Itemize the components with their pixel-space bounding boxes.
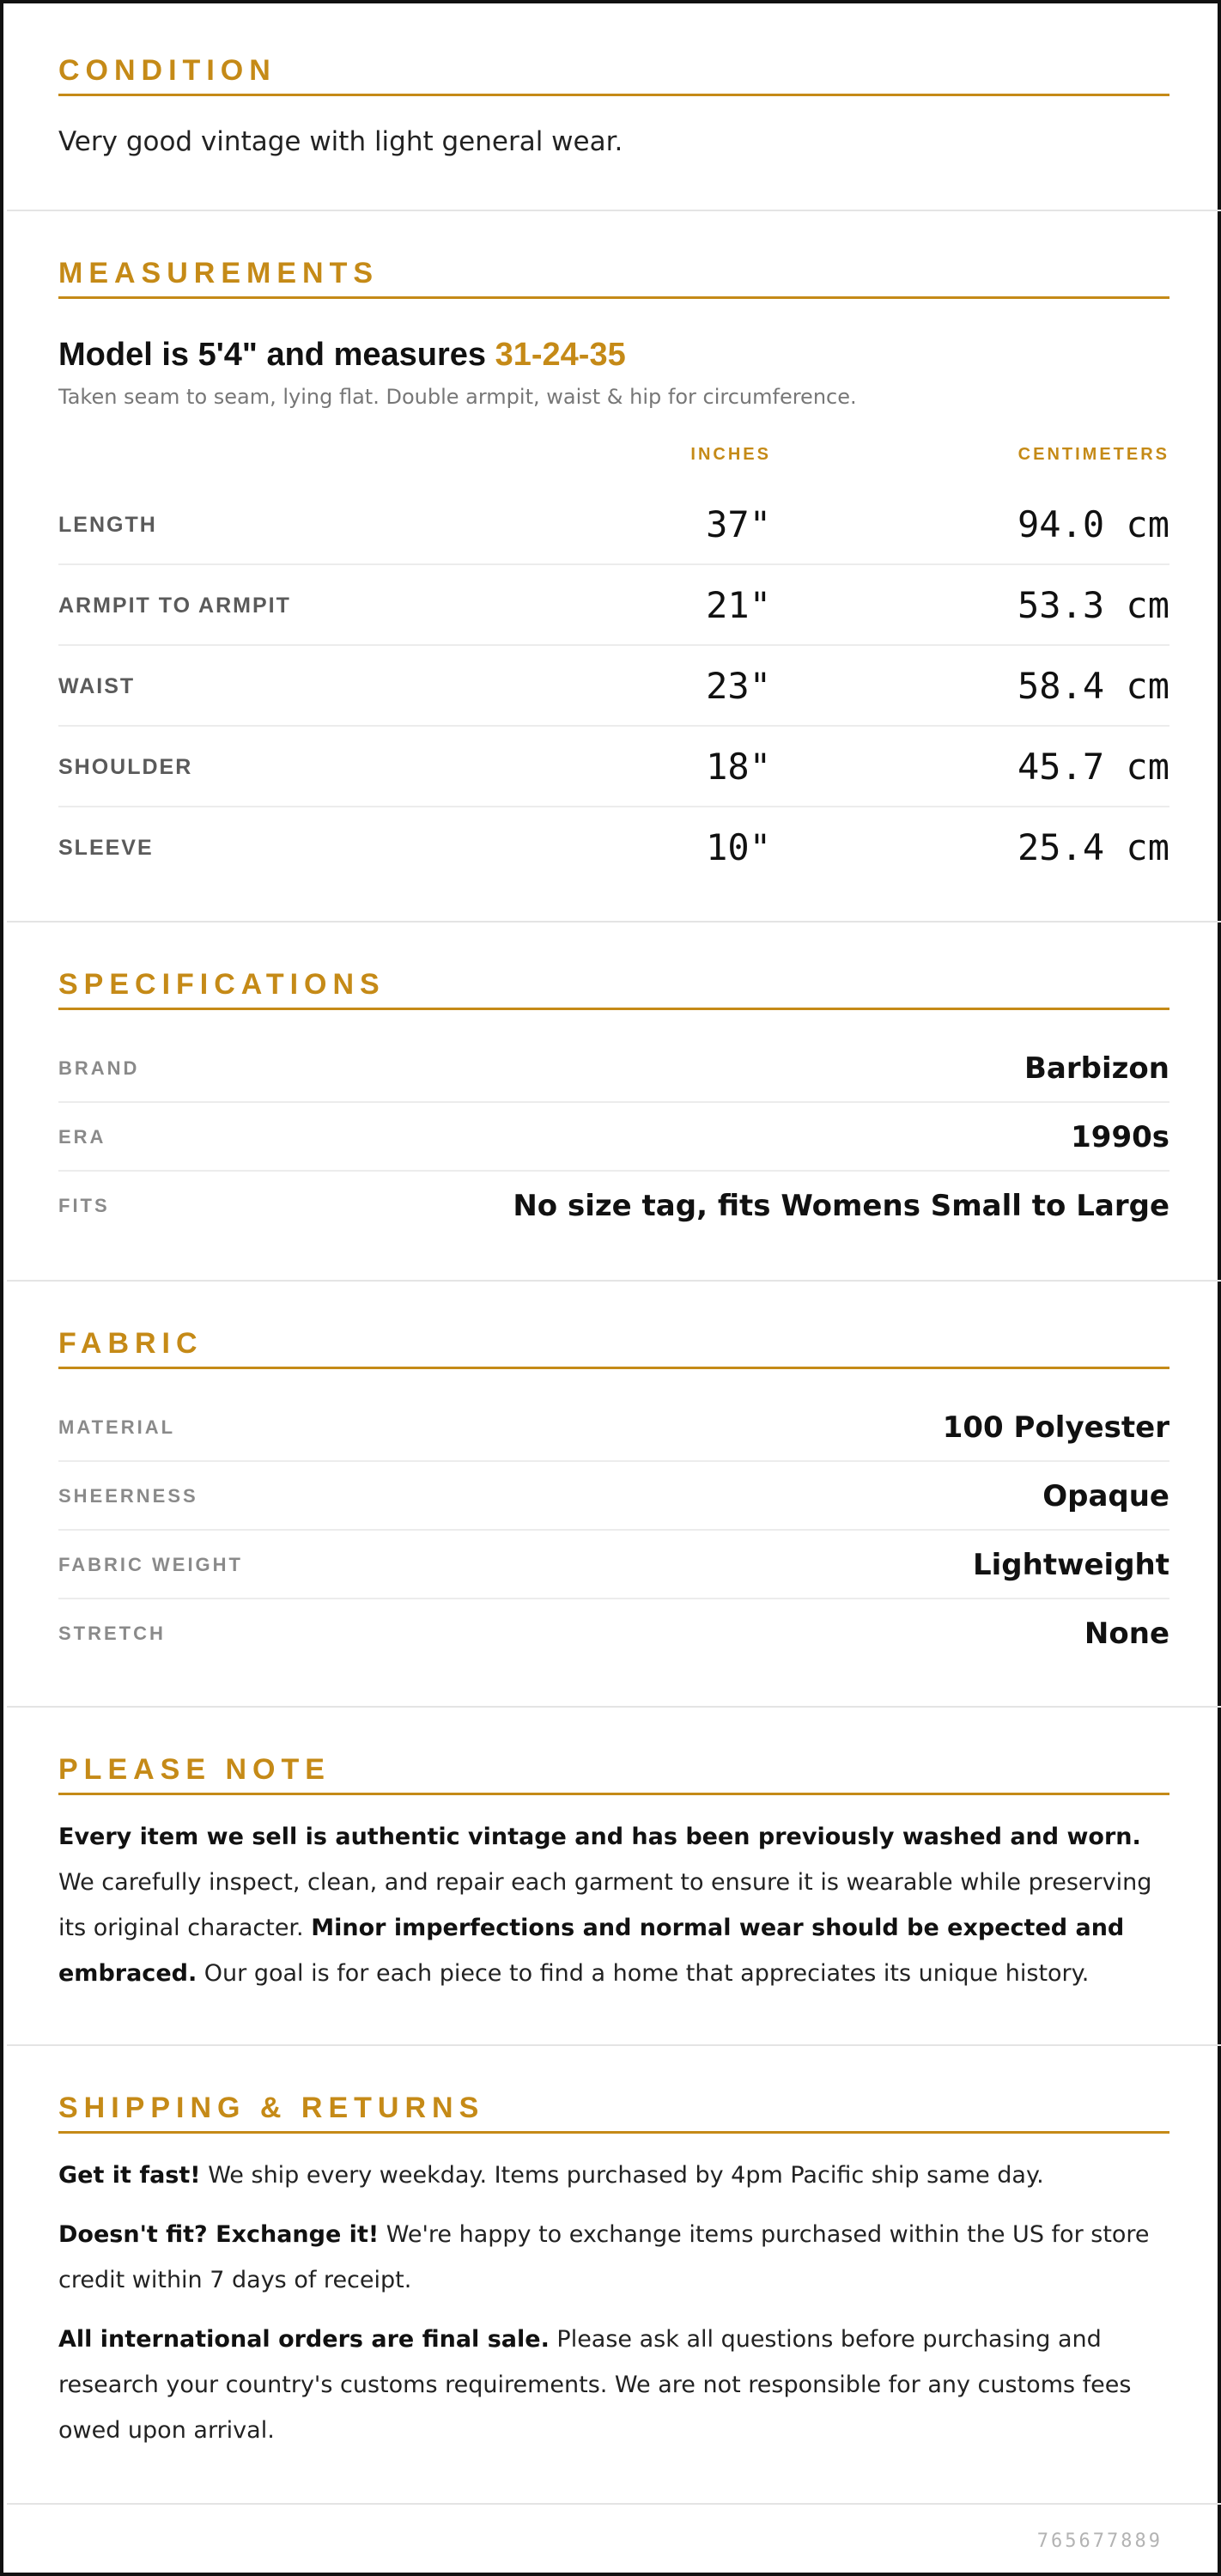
fabric-row-stretch [58,1599,1169,1668]
model-prefix: Model is 5'4" and measures [58,337,495,373]
spec-label: FITS [58,1195,110,1216]
measurement-cm: 94.0 cm [1017,503,1169,545]
shipping-fast [58,2153,1169,2198]
specifications-section [7,923,1221,1282]
measurement-inches: 18" [706,746,771,788]
measurements-section [7,211,1221,923]
note-text [58,1814,1169,1996]
fabric-value: Lightweight [972,1548,1169,1582]
fabric-label: FABRIC WEIGHT [58,1554,243,1575]
shipping-fast-text: We ship every weekday. Items purchased by 4pm Pacific ship same day. [200,2162,1044,2189]
measurement-inches: 21" [706,584,771,626]
condition-section [7,7,1221,211]
measurement-label: SLEEVE [58,836,154,860]
shipping-exchange-text: We're happy to exchange items purchased within the US for store credit within 7 days of receipt. [58,2221,1150,2293]
spec-label: ERA [58,1126,106,1148]
note-bold-authentic: Every item we sell is authentic vintage and has been previously washed and worn. [58,1824,1141,1850]
measurement-label: ARMPIT TO ARMPIT [58,594,291,618]
shipping-fast-bold: Get it fast! [58,2162,201,2189]
measurement-label: SHOULDER [58,755,193,779]
product-sku: 765677889 [1036,2530,1163,2552]
spec-value: Barbizon [1024,1051,1169,1086]
note-text-goal: Our goal is for each piece to find a home that appreciates its unique history. [197,1960,1090,1987]
note-section [7,1708,1221,2046]
measurement-row-waist [58,646,1169,727]
model-measures: 31-24-35 [495,337,626,373]
shipping-international-text: Please ask all questions before purchasing and research your country's customs requirements. We are not responsible for any customs fees owed upon arrival. [58,2326,1132,2444]
fabric-row-weight [58,1531,1169,1599]
note-text-inspect: We carefully inspect, clean, and repair each garment to ensure it is wearable while preserving its original character. [58,1869,1152,1941]
fabric-label: SHEERNESS [58,1485,198,1507]
spec-row-era [58,1103,1169,1172]
model-info [58,337,626,374]
fabric-label: MATERIAL [58,1416,176,1438]
fabric-heading: FABRIC [58,1325,1169,1369]
measurement-inches: 37" [706,503,771,545]
spec-label: BRAND [58,1057,140,1079]
fabric-row-sheerness [58,1462,1169,1531]
note-bold-imperfections: Minor imperfections and normal wear should be expected and embraced. [58,1915,1125,1987]
spec-value: No size tag, fits Womens Small to Large [513,1189,1169,1223]
cm-column-header: CENTIMETERS [1017,445,1169,464]
fabric-value: Opaque [1042,1479,1169,1513]
measurement-label: LENGTH [58,513,157,537]
shipping-section [7,2046,1221,2505]
shipping-heading: SHIPPING & RETURNS [58,2089,1169,2134]
note-heading: PLEASE NOTE [58,1751,1169,1795]
measurement-cm: 25.4 cm [1017,826,1169,868]
measurement-row-length [58,484,1169,565]
measurement-inches: 10" [706,826,771,868]
condition-text: Very good vintage with light general wear. [58,126,623,157]
measurement-row-armpit [58,565,1169,646]
condition-heading: CONDITION [58,52,1169,96]
shipping-international-bold: All international orders are final sale. [58,2326,550,2353]
measurement-cm: 45.7 cm [1017,746,1169,788]
shipping-exchange [58,2212,1169,2303]
spec-value: 1990s [1071,1120,1169,1154]
spec-row-brand [58,1034,1169,1103]
measurement-row-sleeve [58,807,1169,888]
measurement-row-shoulder [58,727,1169,807]
fabric-section [7,1282,1221,1708]
specifications-heading: SPECIFICATIONS [58,965,1169,1010]
fabric-label: STRETCH [58,1623,166,1644]
measurement-note: Taken seam to seam, lying flat. Double armpit, waist & hip for circumference. [58,385,857,409]
measurement-inches: 23" [706,665,771,707]
inches-column-header: INCHES [690,445,771,464]
fabric-value: None [1084,1617,1169,1651]
measurement-cm: 58.4 cm [1017,665,1169,707]
measurement-cm: 53.3 cm [1017,584,1169,626]
measurement-label: WAIST [58,674,136,698]
fabric-row-material [58,1393,1169,1462]
shipping-exchange-bold: Doesn't fit? Exchange it! [58,2221,380,2248]
shipping-international [58,2317,1169,2453]
spec-row-fits [58,1172,1169,1240]
measurements-heading: MEASUREMENTS [58,254,1169,299]
fabric-value: 100 Polyester [942,1410,1169,1445]
